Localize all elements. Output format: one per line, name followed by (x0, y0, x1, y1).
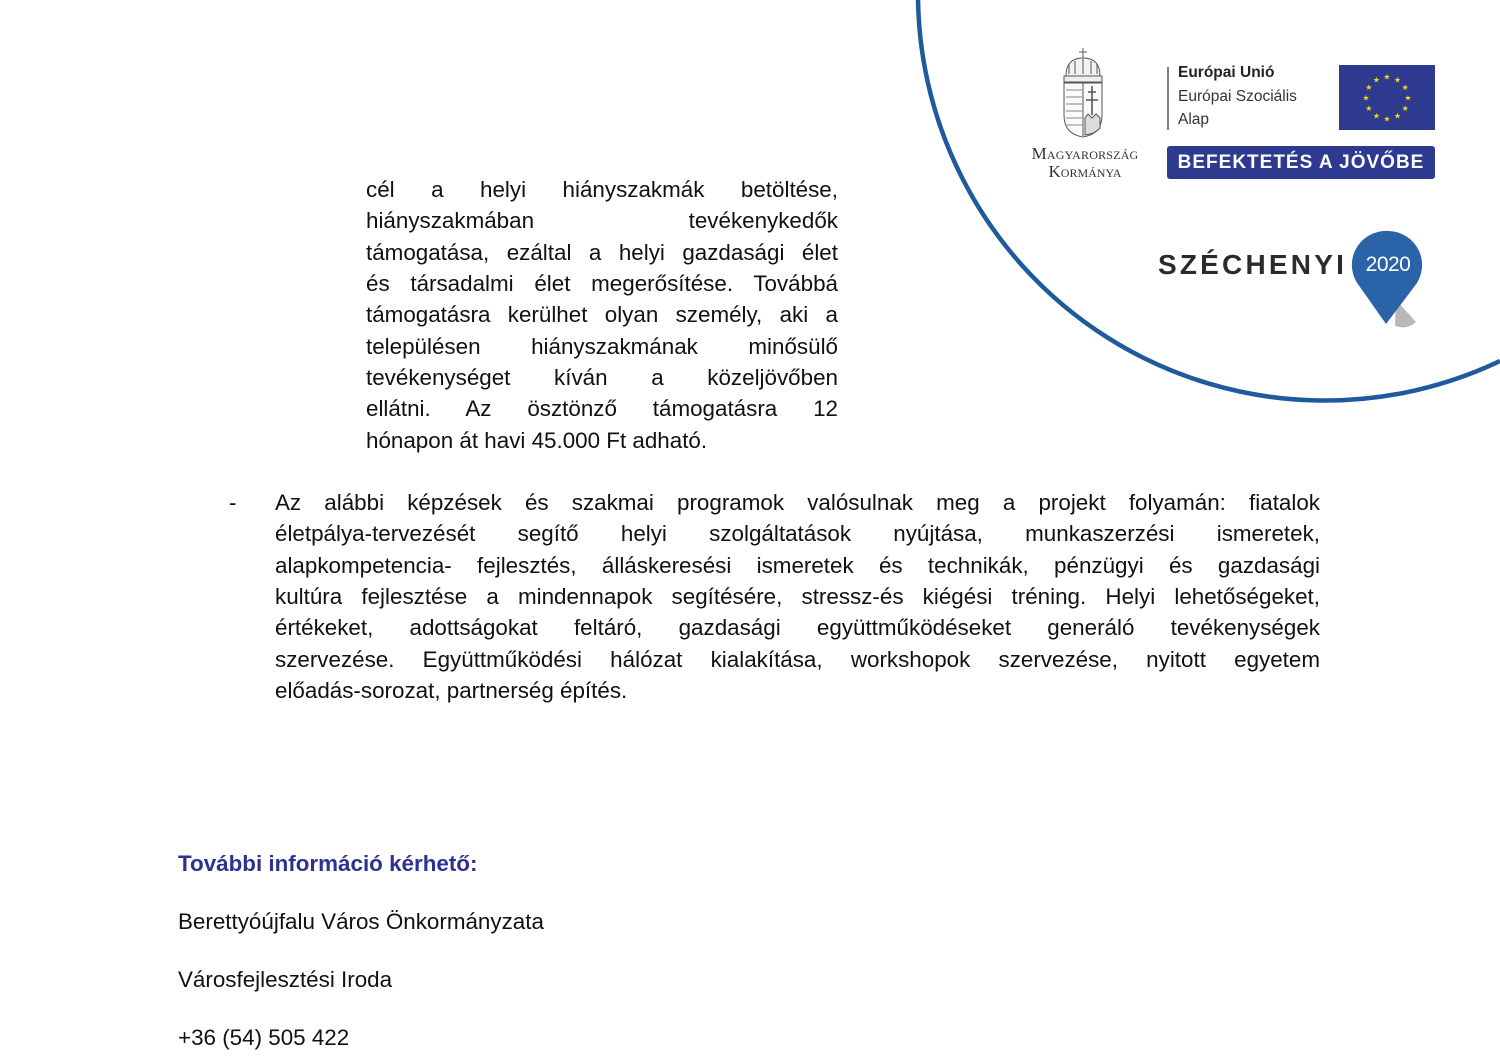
decorative-arc (918, 0, 1500, 401)
paragraph-line: ellátni. Az ösztönző támogatásra 12 (366, 396, 838, 422)
eu-fund-line: Európai Szociális (1178, 88, 1297, 105)
eu-star-icon: ★ (1383, 72, 1391, 82)
paragraph-line: tevékenységet kíván a közeljövőben (366, 365, 838, 391)
paragraph-line: cél a helyi hiányszakmák betöltése, (366, 177, 838, 202)
paragraph-line: és társadalmi élet megerősítése. Továbbá (366, 271, 838, 297)
szechenyi-pin-icon (1352, 231, 1422, 327)
coat-of-arms-icon (1064, 48, 1102, 137)
support-description-paragraph (366, 174, 838, 456)
bullet-line: értékeket, adottságokat feltáró, gazdasági együttműködéseket generáló tevékenységek (275, 615, 1320, 641)
bullet-line: kultúra fejlesztése a mindennapok segítésére, stressz-és kiégési tréning. Helyi lehetőségeket, (275, 584, 1320, 610)
contact-department: Városfejlesztési Iroda (178, 967, 393, 992)
contact-organization: Berettyóújfalu Város Önkormányzata (178, 909, 544, 934)
paragraph-line: településen hiányszakmának minősülő (366, 333, 838, 359)
paragraph-line: támogatásra kerülhet olyan személy, aki a (366, 302, 838, 328)
bullet-marker: - (229, 490, 237, 515)
eu-flag-icon (1339, 65, 1435, 130)
government-name-line1: Magyarország (1031, 144, 1139, 163)
training-programs-bullet (275, 487, 1320, 706)
government-name-line2: Kormánya (1048, 162, 1122, 181)
eu-star-icon: ★ (1401, 104, 1409, 113)
bullet-line: életpálya-tervezését segítő helyi szolgáltatások nyújtása, munkaszerzési ismeretek, (275, 521, 1320, 547)
szechenyi-logo-year: 2020 (1365, 253, 1411, 276)
eu-star-icon: ★ (1404, 93, 1412, 103)
eu-star-icon: ★ (1362, 93, 1370, 103)
bullet-line: alapkompetencia- fejlesztés, álláskeresési ismeretek és technikák, pénzügyi és gazdasági (275, 552, 1320, 578)
eu-star-icon: ★ (1393, 111, 1402, 121)
eu-star-icon: ★ (1365, 83, 1373, 92)
eu-star-icon: ★ (1393, 75, 1402, 85)
eu-slogan-banner: BEFEKTETÉS A JÖVŐBE (1167, 146, 1435, 179)
eu-title: Európai Unió (1178, 64, 1275, 81)
eu-star-icon: ★ (1365, 104, 1373, 113)
bullet-line: előadás-sorozat, partnerség építés. (275, 678, 628, 704)
eu-star-icon: ★ (1401, 83, 1409, 92)
bullet-line: szervezése. Együttműködési hálózat kialakítása, workshopok szervezése, nyitott egyetem (275, 646, 1320, 672)
paragraph-line: támogatása, ezáltal a helyi gazdasági élet (366, 239, 838, 265)
contact-phone: +36 (54) 505 422 (178, 1025, 350, 1050)
eu-star-icon: ★ (1372, 111, 1381, 121)
eu-fund-line2: Alap (1178, 111, 1210, 128)
eu-star-icon: ★ (1383, 114, 1391, 124)
bullet-line: Az alábbi képzések és szakmai programok valósulnak meg a projekt folyamán: fiatalok (275, 490, 1320, 515)
paragraph-line: hónapon át havi 45.000 Ft adható. (366, 427, 708, 453)
eu-star-icon: ★ (1372, 75, 1381, 85)
paragraph-line: hiányszakmában tevékenykedők (366, 208, 838, 234)
contact-heading: További információ kérhető: (178, 851, 478, 876)
szechenyi-logo-text: SZÉCHENYI (1158, 249, 1348, 280)
